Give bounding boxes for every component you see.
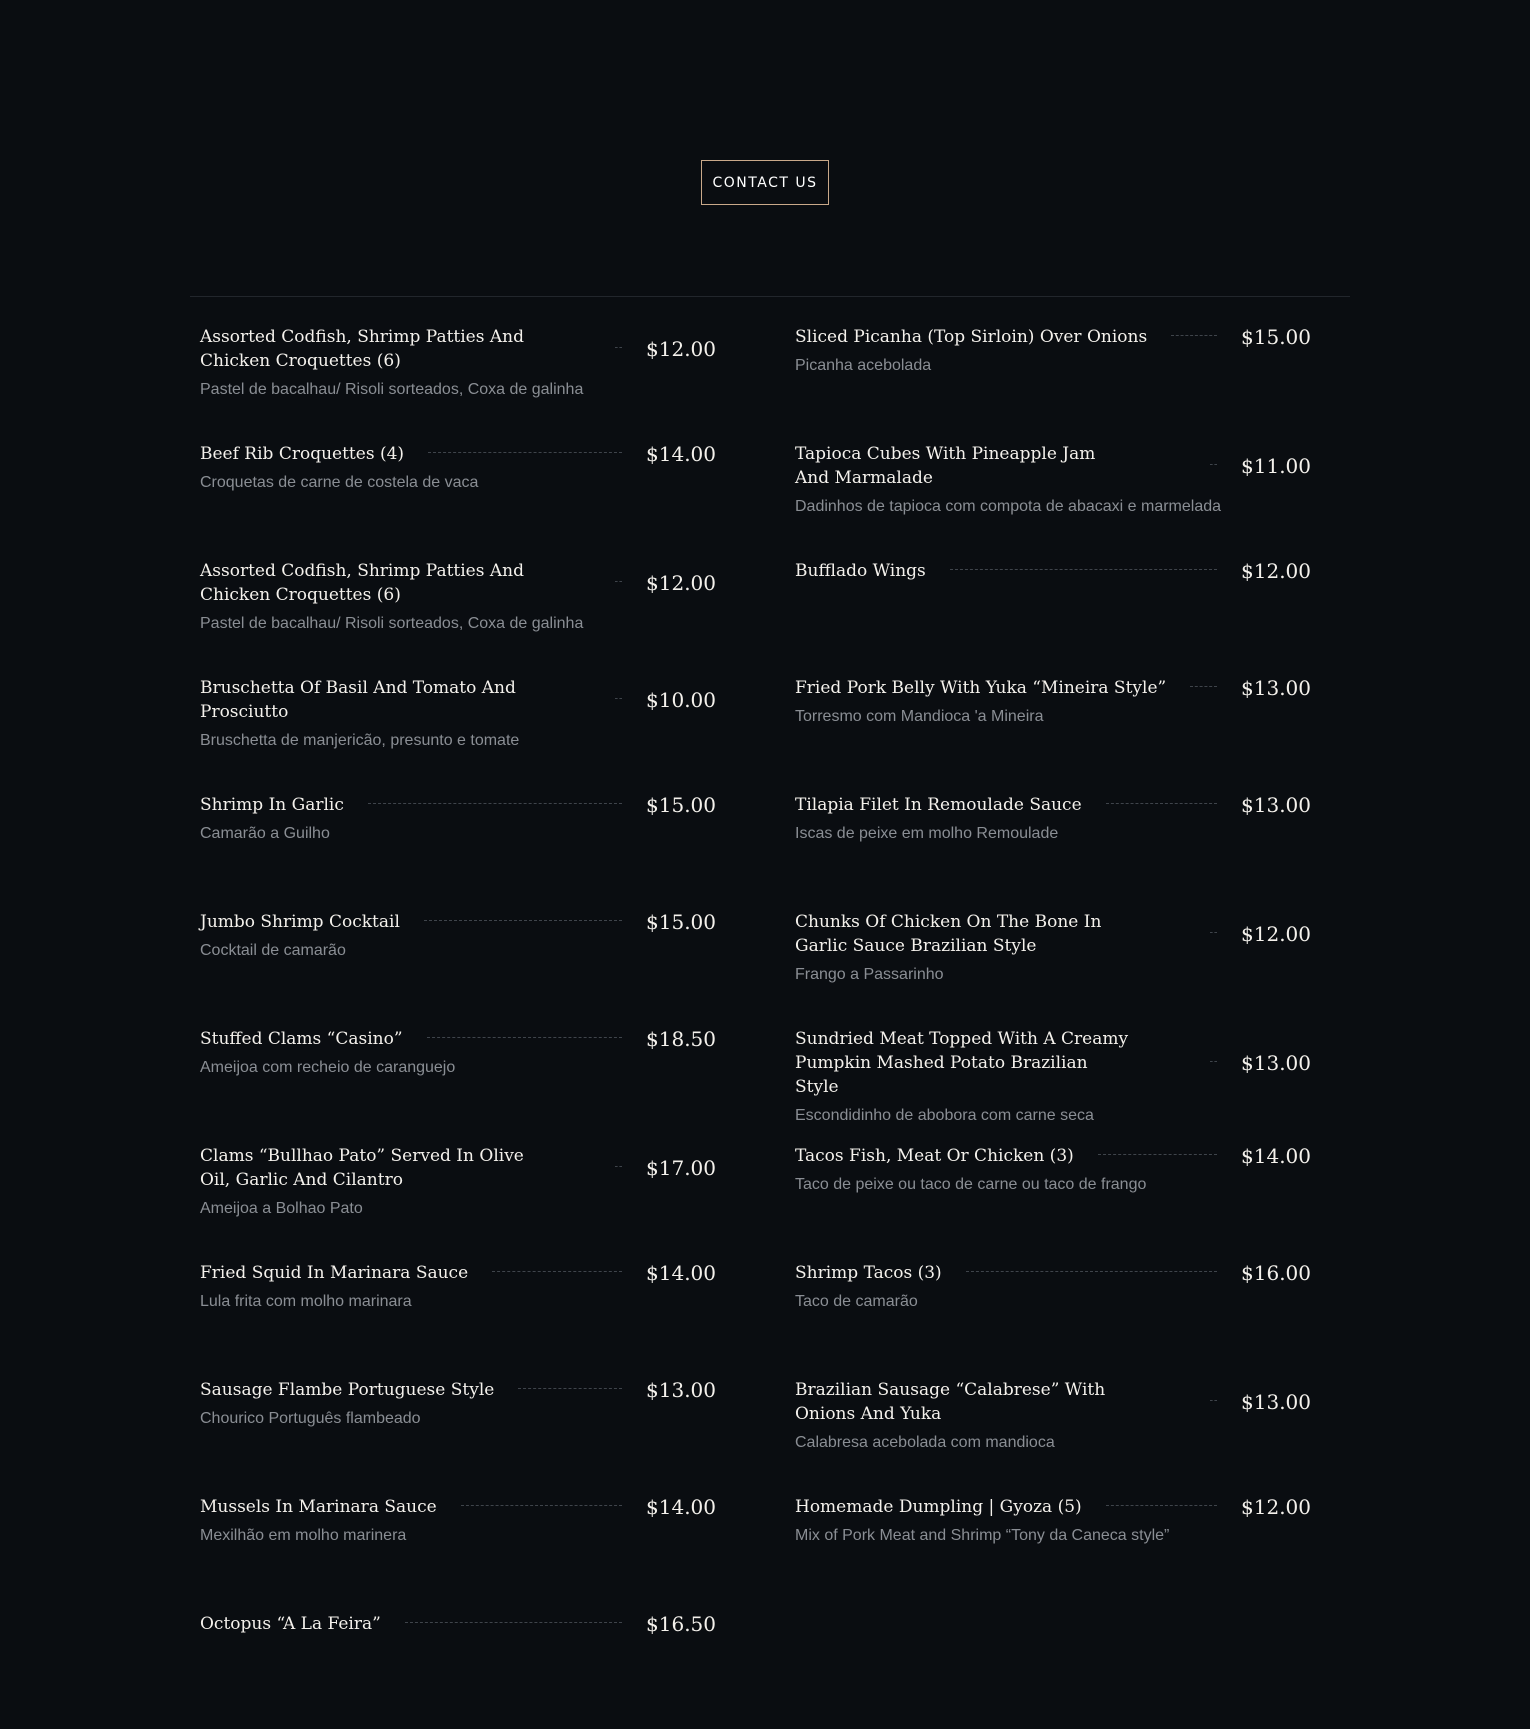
menu-item-row — [200, 1378, 716, 1402]
menu-item-price: $12.00 — [646, 337, 716, 361]
menu-item-price: $13.00 — [1241, 1051, 1311, 1075]
dotted-leader — [427, 1037, 622, 1038]
menu-item-name: Shrimp Tacos (3) — [795, 1263, 942, 1283]
menu-item-name: Clams “Bullhao Pato” Served In Olive Oil, Garlic And Cilantro — [200, 1146, 524, 1190]
menu-item — [200, 910, 716, 1027]
menu-item — [795, 1495, 1311, 1612]
menu-item-price: $15.00 — [1241, 325, 1311, 349]
menu-item-description: Taco de camarão — [795, 1293, 918, 1310]
menu-item — [200, 676, 716, 793]
menu-item-name: Sundried Meat Topped With A Creamy Pumpkin Mashed Potato Brazilian Style — [795, 1029, 1129, 1097]
menu-item-name: Tacos Fish, Meat Or Chicken (3) — [795, 1146, 1074, 1166]
menu-item-name: Sliced Picanha (Top Sirloin) Over Onions — [795, 327, 1148, 347]
menu-item-price: $13.00 — [646, 1378, 716, 1402]
menu-item-row — [200, 325, 716, 373]
menu-item-description: Pastel de bacalhau/ Risoli sorteados, Coxa de galinha — [200, 381, 584, 398]
menu-item-row — [795, 559, 1311, 583]
menu-item-name: Tilapia Filet In Remoulade Sauce — [795, 795, 1082, 815]
dotted-leader — [966, 1271, 1217, 1272]
menu-item-price: $14.00 — [1241, 1144, 1311, 1168]
menu-item-price: $12.00 — [1241, 1495, 1311, 1519]
menu-item-name: Mussels In Marinara Sauce — [200, 1497, 437, 1517]
menu-item-row — [200, 1027, 716, 1051]
dotted-leader — [950, 569, 1217, 570]
menu-item-description: Mix of Pork Meat and Shrimp “Tony da Caneca style” — [795, 1527, 1170, 1544]
menu-item-name: Assorted Codfish, Shrimp Patties And Chicken Croquettes (6) — [200, 327, 524, 371]
menu-item-row — [795, 1144, 1311, 1168]
menu-item-name: Bruschetta Of Basil And Tomato And Prosciutto — [200, 678, 516, 722]
menu-item — [795, 910, 1311, 1027]
menu-item-price: $15.00 — [646, 910, 716, 934]
menu-item-name: Bufflado Wings — [795, 561, 926, 581]
menu-item-name: Fried Pork Belly With Yuka “Mineira Style” — [795, 678, 1167, 698]
menu-item-description: Torresmo com Mandioca 'a Mineira — [795, 708, 1044, 725]
menu-item-description: Chourico Português flambeado — [200, 1410, 421, 1427]
menu-item — [200, 1495, 716, 1612]
menu-item-price: $12.00 — [646, 571, 716, 595]
menu-item — [795, 1027, 1311, 1144]
menu-item — [795, 676, 1311, 793]
menu-item-price: $14.00 — [646, 1261, 716, 1285]
menu-item-name: Sausage Flambe Portuguese Style — [200, 1380, 495, 1400]
menu-item-price: $12.00 — [1241, 922, 1311, 946]
menu-item — [795, 1144, 1311, 1261]
menu-item-row — [795, 910, 1311, 958]
menu-item-price: $13.00 — [1241, 1390, 1311, 1414]
menu-item-name: Brazilian Sausage “Calabrese” With Onions And Yuka — [795, 1380, 1106, 1424]
menu-item-price: $13.00 — [1241, 793, 1311, 817]
menu-item-price: $10.00 — [646, 688, 716, 712]
contact-section — [0, 160, 1530, 205]
dotted-leader — [1190, 686, 1217, 687]
menu-item-row — [200, 1495, 716, 1519]
dotted-leader — [1171, 335, 1217, 336]
menu-item-row — [200, 559, 716, 607]
menu-item — [200, 793, 716, 910]
dotted-leader — [368, 803, 622, 804]
menu-item-price: $18.50 — [646, 1027, 716, 1051]
menu-item-price: $16.00 — [1241, 1261, 1311, 1285]
menu-item-row — [795, 793, 1311, 817]
dotted-leader — [518, 1388, 622, 1389]
dotted-leader — [1098, 1154, 1217, 1155]
menu-item — [200, 325, 716, 442]
menu-item-description: Taco de peixe ou taco de carne ou taco de frango — [795, 1176, 1147, 1193]
menu-item-description: Frango a Passarinho — [795, 966, 944, 983]
dotted-leader — [1106, 803, 1217, 804]
menu-item-row — [795, 1027, 1311, 1099]
menu-item-price: $11.00 — [1241, 454, 1311, 478]
menu-item — [795, 793, 1311, 910]
menu-item — [200, 1261, 716, 1378]
menu-item-name: Homemade Dumpling | Gyoza (5) — [795, 1497, 1082, 1517]
menu-column-left — [200, 325, 716, 1729]
menu-item-row — [200, 1261, 716, 1285]
menu-item-description: Calabresa acebolada com mandioca — [795, 1434, 1055, 1451]
menu-item — [200, 1027, 716, 1144]
menu-item-name: Octopus “A La Feira” — [200, 1614, 381, 1634]
menu-item — [200, 1378, 716, 1495]
menu-item-name: Jumbo Shrimp Cocktail — [200, 912, 400, 932]
dotted-leader — [492, 1271, 622, 1272]
contact-us-button[interactable]: CONTACT US — [701, 160, 830, 205]
dotted-leader — [1106, 1505, 1217, 1506]
menu-item-description: Cocktail de camarão — [200, 942, 346, 959]
dotted-leader — [424, 920, 622, 921]
menu-item-description: Mexilhão em molho marinera — [200, 1527, 407, 1544]
menu-item-description: Iscas de peixe em molho Remoulade — [795, 825, 1059, 842]
menu-item — [200, 559, 716, 676]
menu-item — [795, 325, 1311, 442]
menu-item-row — [200, 676, 716, 724]
menu-column-right — [795, 325, 1311, 1612]
menu-item-row — [200, 793, 716, 817]
menu-item-name: Shrimp In Garlic — [200, 795, 344, 815]
menu-item-price: $17.00 — [646, 1156, 716, 1180]
menu-item-description: Picanha acebolada — [795, 357, 932, 374]
menu-item-description: Pastel de bacalhau/ Risoli sorteados, Coxa de galinha — [200, 615, 584, 632]
menu-item-price: $14.00 — [646, 1495, 716, 1519]
menu-item-name: Assorted Codfish, Shrimp Patties And Chicken Croquettes (6) — [200, 561, 524, 605]
menu-item-description: Camarão a Guilho — [200, 825, 330, 842]
menu-item — [795, 559, 1311, 676]
dotted-leader — [1210, 932, 1217, 933]
dotted-leader — [1210, 1400, 1217, 1401]
menu-item-description: Croquetas de carne de costela de vaca — [200, 474, 479, 491]
menu-item-description: Dadinhos de tapioca com compota de abacaxi e marmelada — [795, 498, 1222, 515]
menu-item-price: $16.50 — [646, 1612, 716, 1636]
dotted-leader — [615, 347, 622, 348]
menu-item-description: Bruschetta de manjericão, presunto e tomate — [200, 732, 520, 749]
menu-item-name: Beef Rib Croquettes (4) — [200, 444, 405, 464]
dotted-leader — [615, 1166, 622, 1167]
menu-item-name: Stuffed Clams “Casino” — [200, 1029, 403, 1049]
menu-item-name: Tapioca Cubes With Pineapple Jam And Marmalade — [795, 444, 1096, 488]
menu-item — [795, 442, 1311, 559]
dotted-leader — [615, 698, 622, 699]
menu-item-row — [795, 442, 1311, 490]
menu-item-row — [200, 1612, 716, 1636]
menu-item-description: Ameijoa com recheio de caranguejo — [200, 1059, 456, 1076]
menu-item-price: $12.00 — [1241, 559, 1311, 583]
menu-item — [200, 442, 716, 559]
dotted-leader — [1210, 464, 1217, 465]
menu-item-row — [795, 1378, 1311, 1426]
menu-item-row — [200, 442, 716, 466]
menu-item-name: Chunks Of Chicken On The Bone In Garlic Sauce Brazilian Style — [795, 912, 1102, 956]
dotted-leader — [405, 1622, 622, 1623]
menu-item — [200, 1612, 716, 1729]
menu-item-price: $14.00 — [646, 442, 716, 466]
menu-item-name: Fried Squid In Marinara Sauce — [200, 1263, 469, 1283]
menu-item-description: Lula frita com molho marinara — [200, 1293, 412, 1310]
menu-item — [795, 1378, 1311, 1495]
dotted-leader — [1210, 1061, 1217, 1062]
menu-item-row — [795, 1495, 1311, 1519]
menu-item-description: Ameijoa a Bolhao Pato — [200, 1200, 363, 1217]
menu-item-price: $15.00 — [646, 793, 716, 817]
dotted-leader — [461, 1505, 622, 1506]
dotted-leader — [615, 581, 622, 582]
menu-item-description: Escondidinho de abobora com carne seca — [795, 1107, 1094, 1124]
menu-item-price: $13.00 — [1241, 676, 1311, 700]
menu-item-row — [795, 325, 1311, 349]
menu-item — [795, 1261, 1311, 1378]
menu-item-row — [200, 910, 716, 934]
menu-item — [200, 1144, 716, 1261]
menu-item-row — [200, 1144, 716, 1192]
menu-item-row — [795, 676, 1311, 700]
menu-item-row — [795, 1261, 1311, 1285]
dotted-leader — [428, 452, 622, 453]
divider — [190, 296, 1350, 297]
